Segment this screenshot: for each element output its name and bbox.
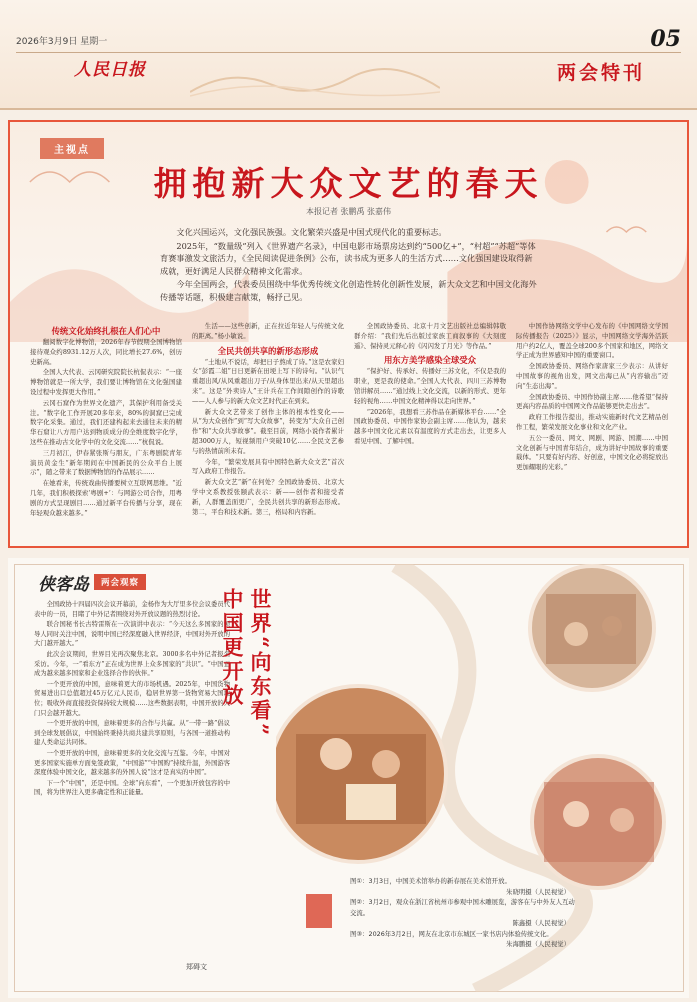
photo-2-large-round xyxy=(276,686,446,862)
feature-tag: 主视点 xyxy=(40,138,104,159)
paragraph: “保护好、传承好、传播好三苏文化，不仅是我的职业，更是我的使命。”全国人大代表、四川三苏博物馆讲解员……“通过线上文化交流，以新的形式、更年轻的视角……中国文化精神得以走向世界。” xyxy=(354,367,506,405)
paragraph: 全国政协委员、北京十月文艺出版社总编辑韩敬群介绍：“我们先后出版过家族工商叙事的《大刻度遥》、保持灵元释心的《闪闪发了月光》等作品。” xyxy=(354,322,506,350)
paragraph: 联合国秘书长古特雷斯在一次演讲中表示：“今天这么多国家的领导人同时关注中国，说明中国已经深度融入世界经济，中国对外开放的大门越开越大。” xyxy=(34,621,230,648)
masthead-divider xyxy=(16,52,681,53)
article-column-1 xyxy=(30,322,182,519)
paragraph: “2026年，我想看三苏作品在新媒体平台……”全国政协委员、中国作家协会副主席……他认为，越来越多中国文化元素以有温度的方式走出去，让更多人看见中国、了解中国。 xyxy=(354,407,506,445)
commentary-vertical-title xyxy=(220,588,274,948)
paragraph: 在她看来，传统戏曲传播要树立互联网思维。“近几年，我们积极探索‘粤剧+’：与网游公司合作，用粤剧的方式呈现剧目……通过新平台传播与分享，现在年轻观众越来越多。” xyxy=(30,479,182,517)
paragraph: 新大众文艺“新”在何处？全国政协委员、北京大学中文系教授张颐武表示：新——创作者和接受者新，人群覆盖面更广，全民共创共享的新形态形成。第二，平台和技术新。第三，格局和内容新。 xyxy=(192,478,344,516)
commentary-author: 郑碍文 xyxy=(186,963,207,971)
paragraph: 一个更开放的中国，意味着更大的市场机遇。2025年，中国货物贸易进出口总值超过45万亿元人民币，稳居世界第一货物贸易大国地位；吸收外商直接投资保持较大规模……这些数据表明，中国开放的大门只会越开越大。 xyxy=(34,680,230,717)
paragraph: 全国政协委员、网络作家唐家三少表示：从讲好中国故事的视角出发，网文出海已从“内容输出”迈向“生态出海”。 xyxy=(516,362,668,390)
issue-date: 2026年3月9日 星期一 xyxy=(16,37,108,47)
article-column-4 xyxy=(516,322,668,474)
photo-caption xyxy=(350,876,580,950)
commentary-body xyxy=(34,600,230,799)
feature-article xyxy=(8,120,689,548)
caption-credit: 朱晓明摄（人民视觉） xyxy=(506,887,570,896)
page-number: 05 xyxy=(650,26,681,52)
caption-line: 图③：2026年3月2日，网友在北京市东城区一家书店内体验传统文化。 xyxy=(350,929,553,938)
column-badge: 两会观察 xyxy=(94,574,146,590)
vertical-title-line: 世界“向东看” xyxy=(248,588,273,739)
masthead xyxy=(0,0,697,110)
caption-credit: 陈鑫摄（人民视觉） xyxy=(512,919,570,927)
byline: 本报记者 张鹏禹 张嘉伟 xyxy=(305,207,392,216)
article-columns xyxy=(30,322,670,542)
subheading: 传统文化始终扎根在人们心中 xyxy=(51,326,161,336)
caption-line: 图②：3月2日，观众在浙江省杭州市参观中国木雕展览，游客在与中外友人互动交流。 xyxy=(350,898,575,917)
photo-3-round xyxy=(532,756,664,888)
subheading: 全民共创共享的新形态形成 xyxy=(217,345,319,356)
paragraph: 一个更开放的中国，意味着更多的合作与共赢。从“一带一路”倡议到全球发展倡议，中国始终秉持共商共建共享原则，与各国一道推动构建人类命运共同体。 xyxy=(34,720,230,747)
commentary-section xyxy=(8,558,689,998)
great-wall-decoration-icon xyxy=(190,58,440,98)
photo-1-round xyxy=(530,566,654,690)
subheading: 用东方美学感染全球受众 xyxy=(383,355,477,366)
lead-paragraph: 今年全国两会，代表委员围绕中华优秀传统文化创造性转化创新性发展，新大众文艺和中国文化海外传播等话题，积极建言献策，畅抒己见。 xyxy=(160,279,537,302)
paragraph: 全国政协十四届四次会议开幕前，金杨作为大厅里多位会议委员代表中的一员，目睹了中外记者围绕对外开放议题的热烈讨论。 xyxy=(34,601,230,618)
paragraph: 新大众文艺带来了创作主体的根本性变化——从“为大众创作”到“写大众故事”，转变为“大众自己创作”和“大众共享故事”。截至目前，网络小说作者累计超3000万人，短视频用户突破10亿……全民文艺参与的热情前所未有。 xyxy=(192,407,344,455)
section-name: 两会特刊 xyxy=(556,62,645,84)
lead-paragraph: 文化兴国运兴，文化强民族强。文化繁荣兴盛是中国式现代化的重要标志。 xyxy=(176,227,447,237)
paragraph: 生活——这些创新，正在拉近年轻人与传统文化的距离。”杨小敏说。 xyxy=(192,322,344,340)
paragraph: 政府工作报告提出，推动实施新时代文艺精品创作工程，繁荣发展文化事业和文化产业。 xyxy=(516,413,668,431)
column-brand-logo: 侠客岛 xyxy=(38,575,89,595)
feature-title: 拥抱新大众文艺的春天 xyxy=(153,164,544,203)
paragraph: 中国作协网络文学中心发布的《中国网络文学国际传播报告（2025）》显示，中国网络文学海外活跃用户约2亿人，覆盖全球200多个国家和地区，网络文学正成为世界感知中国的重要窗口。 xyxy=(516,322,668,360)
paragraph: 一个更开放的中国，意味着更多的文化交流与互鉴。今年，中国对更多国家实施单方面免签政策，“中国游”“中国购”持续升温，外国游客深度体验中国文化，越来越多的外国人说“这才是真实的中国”。 xyxy=(34,749,230,777)
caption-credit: 朱海鹏摄（人民视觉） xyxy=(506,940,570,948)
paragraph: 五公一委员、网文、网剧、网游、国潮……中国文化创新与中国青年结合，成为讲好中国故事的重要载体。“只要有好内容、好创意，中国文化必将绽放出更加耀眼的光彩。” xyxy=(516,433,668,472)
lead-paragraphs xyxy=(160,226,540,304)
paragraph: 下一个“中国”，还是中国。全球“向东看”，一个更加开放包容的中国，将为世界注入更多确定性和正能量。 xyxy=(34,779,230,797)
vertical-title-line: 中国更开放 xyxy=(220,588,245,708)
newspaper-logo: 人民日报 xyxy=(74,60,146,80)
caption-line: 图①：3月3日，中国美术馆举办的新春展在美术馆开放。 xyxy=(350,877,511,885)
lead-paragraph: 2025年，“数量级”列入《世界遗产名录》，中国电影市场票房达到约“500亿+”，“村超”“苏超”等体育赛事激发文旅活力，《全民阅读促进条例》公布，读书成为更多人的生活方式……文化强国建设取得新成就，更好满足人民群众精神文化需求。 xyxy=(160,240,536,276)
paragraph: 三月初江，伊春紧张斯与朋友，广东粤剧院青年演员黄金生“新年期间在中国新民的公众平台上展示”，随之带来了数据博物馆的作品展示…… xyxy=(30,448,182,477)
paragraph: 全国政协委员、中国作协副主席……他希望“保持更高内容品质的中国网文作品能够更快走出去”。 xyxy=(516,392,668,411)
stamp-decoration xyxy=(306,894,332,928)
article-column-2 xyxy=(192,322,344,518)
paragraph: 云冈石窟作为世界文化遗产，其保护利用备受关注。“数字化工作开展20多年来，80%的洞窟已完成数字化采集。通过，我们还建构起来去通往未来的精华石窟让八方用户达到物质成分的全维度数字化学，这些在推动古文化学中的文化交流……”杭侃说。 xyxy=(30,398,182,446)
paragraph: 今年，“繁荣发展具有中国特色新大众文艺”首次写入政府工作报告。 xyxy=(192,457,344,476)
paragraph: 翻阅数字化博物馆，2026年春节假期全国博物馆接待观众约8931.12万人次，同比增长27.6%，创历史新高。 xyxy=(30,338,182,366)
paragraph: 全国人大代表、云冈研究院院长杭侃表示：“一座博物馆就是一所大学，我们要让博物馆在文化强国建设过程中发挥更大作用。” xyxy=(30,368,182,396)
paragraph: 此次会议期间，世界目光再次聚焦北京。3000多名中外记者报名采访。今年，一“看东方”正在成为世界上众多国家的“共识”。“中国正成为越来越多国家和企业选择合作的伙伴。” xyxy=(34,650,230,678)
paragraph: “土地从不说话，却把日子熬成了诗。”这是农家妇女“彭霞二姐”日日更新在田埂上写下的诗句。“认识气重超出风/从风重超出刀子/从身体里出来/从天里超出来”。这是“外卖诗人”王计兵在工作间隙创作的诗歌——人人参与的新大众文艺时代正在到来。 xyxy=(192,357,344,405)
article-column-3 xyxy=(354,322,506,448)
